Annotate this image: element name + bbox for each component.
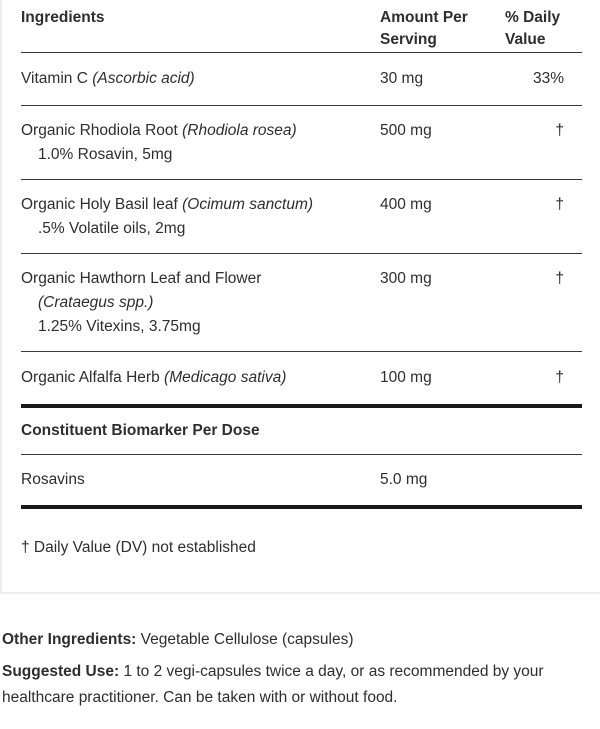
ingredient-constituent: 1.0% Rosavin, 5mg — [38, 146, 173, 163]
table-row — [21, 53, 582, 106]
table-row — [21, 180, 582, 254]
header-amount-per-serving: Amount Per Serving — [380, 9, 468, 48]
biomarker-section-title: Constituent Biomarker Per Dose — [21, 422, 260, 439]
ingredient-amount: 100 mg — [380, 369, 432, 386]
other-ingredients-text: Vegetable Cellulose (capsules) — [136, 631, 354, 648]
header-daily-value: % Daily Value — [505, 9, 561, 48]
ingredient-constituent: .5% Volatile oils, 2mg — [38, 220, 186, 237]
ingredient-daily-value: † — [555, 196, 564, 213]
biomarker-row — [21, 455, 582, 509]
ingredient-name: Organic Holy Basil leaf (Ocimum sanctum) — [21, 196, 314, 213]
ingredient-latin-name: (Ascorbic acid) — [92, 70, 195, 87]
suggested-use-text: 1 to 2 vegi-capsules twice a day, or as recommended by your healthcare practitioner. Can be taken with or without food. — [2, 663, 544, 706]
ingredient-daily-value: † — [555, 270, 564, 287]
header-ingredients: Ingredients — [21, 9, 105, 26]
ingredient-amount: 30 mg — [380, 70, 424, 87]
ingredient-name: Organic Alfalfa Herb (Medicago sativa) — [21, 369, 287, 386]
ingredient-amount: 300 mg — [380, 270, 432, 287]
biomarker-name: Rosavins — [21, 471, 85, 488]
biomarker-section-title-row — [21, 408, 582, 455]
table-header-row — [21, 0, 582, 53]
additional-info-section — [0, 594, 600, 711]
ingredient-name: Organic Rhodiola Root (Rhodiola rosea) — [21, 122, 297, 139]
table-row — [21, 352, 582, 408]
daily-value-footnote-row — [21, 509, 582, 592]
ingredient-latin-name: (Ocimum sanctum) — [182, 196, 314, 213]
table-row — [21, 254, 582, 352]
other-ingredients-paragraph — [2, 627, 598, 653]
ingredient-daily-value: 33% — [532, 70, 564, 87]
ingredient-constituent: 1.25% Vitexins, 3.75mg — [38, 318, 201, 335]
ingredient-daily-value: † — [555, 369, 564, 386]
ingredient-amount: 400 mg — [380, 196, 432, 213]
ingredient-name: Vitamin C (Ascorbic acid) — [21, 70, 195, 87]
ingredient-name: Organic Hawthorn Leaf and Flower — [21, 270, 262, 287]
daily-value-footnote: † Daily Value (DV) not established — [21, 539, 256, 556]
table-row — [21, 106, 582, 180]
suggested-use-paragraph — [2, 659, 598, 711]
ingredient-latin-name: (Medicago sativa) — [164, 369, 287, 386]
ingredient-latin-name: (Crataegus spp.) — [38, 294, 154, 311]
ingredient-amount: 500 mg — [380, 122, 432, 139]
biomarker-amount: 5.0 mg — [380, 471, 428, 488]
suggested-use-label: Suggested Use: — [2, 663, 120, 680]
ingredient-latin-name: (Rhodiola rosea) — [182, 122, 297, 139]
other-ingredients-label: Other Ingredients: — [2, 631, 137, 648]
ingredient-daily-value: † — [555, 122, 564, 139]
